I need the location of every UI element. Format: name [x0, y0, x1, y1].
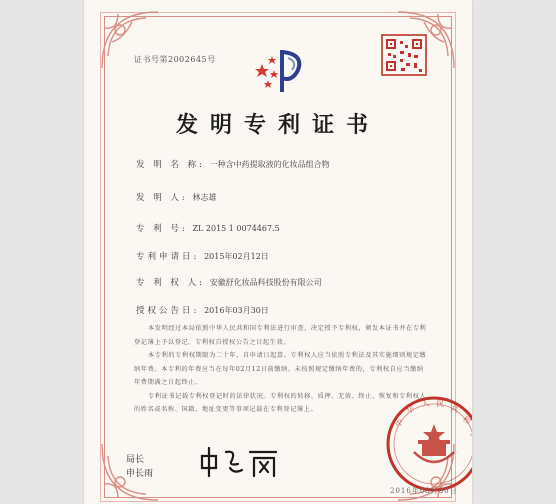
field-patentee: [136, 276, 322, 288]
field-application-date: [136, 250, 269, 262]
signature-icon: [196, 444, 288, 480]
field-value: 2015年02月12日: [204, 252, 269, 261]
field-value: 安徽舒化妆品科技股份有限公司: [209, 278, 322, 287]
field-value: 林志雄: [192, 193, 217, 202]
national-ip-emblem-icon: [252, 44, 308, 98]
paragraph: 本发明经过本局依照中华人民共和国专利法进行审查，决定授予专利权，颁发本证书并在专利登记簿上予以登记。专利权自授权公告之日起生效。: [134, 325, 427, 346]
director-name-label: 申长雨: [126, 469, 154, 479]
field-value: 2016年03月30日: [204, 306, 269, 315]
svg-text:中: 中: [393, 417, 406, 430]
seal-date: 2016年03月30日: [390, 487, 458, 495]
svg-text:人: 人: [420, 398, 431, 409]
svg-text:共: 共: [449, 403, 460, 415]
field-label: 发 明 名 称:: [136, 160, 205, 170]
corner-ornament-icon: [98, 8, 168, 78]
field-label: 专 利 号:: [136, 224, 188, 234]
field-label: 专 利 权 人:: [136, 278, 205, 288]
field-label: 发 明 人:: [136, 193, 188, 203]
svg-text:国: 国: [468, 429, 481, 442]
qr-code-stamp-icon: [380, 33, 428, 77]
field-invention-name: [136, 158, 330, 170]
field-value: 一种含中药提取液的化妆品组合物: [209, 160, 330, 169]
field-grant-date: [136, 304, 269, 316]
svg-text:和: 和: [460, 414, 473, 427]
certificate-title: 发明专利证书: [175, 112, 380, 138]
field-inventor: [136, 191, 216, 203]
field-value: ZL 2015 1 0074467.5: [192, 224, 280, 233]
paragraph: 本专利的专利权期限为二十年，自申请日起算。专利权人应当依照专利法及其实施细则规定缴纳年费。本专利的年费应当在每年02月12日前缴纳。未按照规定缴纳年费的，专利权自应当缴纳年费期满之日起终止。: [134, 352, 427, 386]
certificate-number: 证书号第2002645号: [134, 55, 216, 64]
field-label: 授权公告日:: [136, 306, 200, 316]
field-label: 专利申请日:: [136, 252, 200, 262]
paragraph: 专利证书记载专利权登记时的法律状况。专利权的转移、质押、无效、终止、恢复和专利权人的姓名或名称、国籍、地址变更等事项记载在专利登记簿上。: [134, 392, 427, 413]
field-patent-number: [136, 222, 280, 234]
svg-text:华: 华: [405, 404, 417, 416]
svg-text:民: 民: [435, 399, 445, 409]
director-label: 局长: [126, 455, 145, 465]
patent-certificate: [84, 0, 481, 504]
official-seal-icon: [384, 394, 481, 494]
